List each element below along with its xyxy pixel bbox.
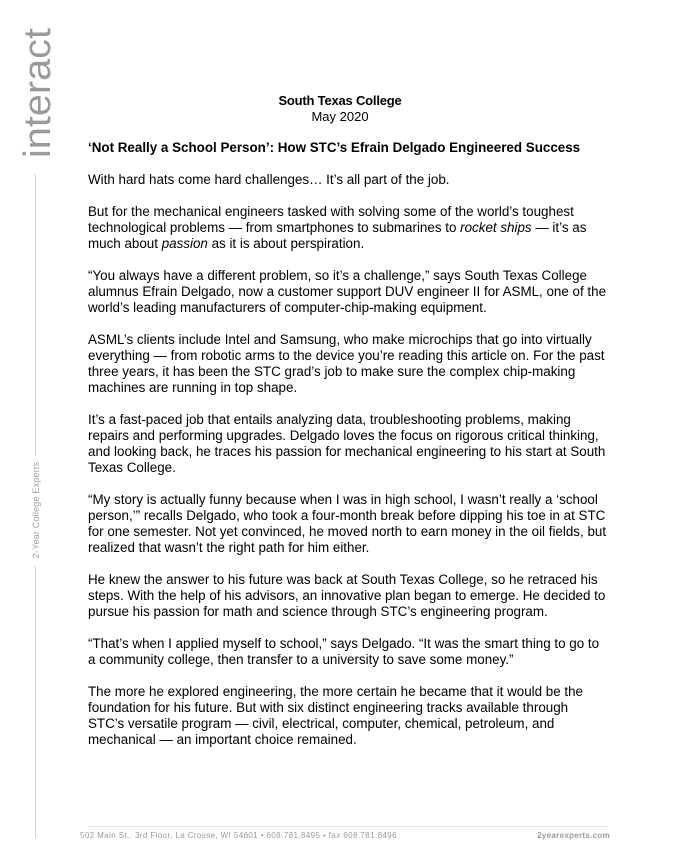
sidebar-tagline: 2-Year College Experts bbox=[31, 461, 41, 559]
article-paragraph-2 bbox=[88, 204, 608, 252]
article-paragraph-4: ASML’s clients include Intel and Samsung, who make microchips that go into virtually everything — from robotic arms to the device you’re reading this article on. For the past three years, it has been the STC grad’s job to make sure the complex chip-making machines are running in top shape. bbox=[88, 332, 605, 395]
article-headline: ‘Not Really a School Person’: How STC’s Efrain Delgado Engineered Success bbox=[88, 140, 581, 155]
article-paragraph-3: “You always have a different problem, so it’s a challenge,” says South Texas College alumnus Efrain Delgado, now a customer support DUV engineer II for ASML, one of the world’s leading manufacturers of computer-chip-making equipment. bbox=[88, 268, 607, 315]
article-paragraph-7: He knew the answer to his future was back at South Texas College, so he retraced his steps. With the help of his advisors, an innovative plan began to emerge. He decided to pursue his passion for math and science through STC’s engineering program. bbox=[88, 572, 606, 619]
emphasis-rocket-ships: rocket ships bbox=[460, 220, 532, 235]
sidebar-divider-bottom bbox=[35, 566, 36, 838]
footer-website: 2yearexperts.com bbox=[537, 831, 610, 840]
paragraph-2-text-c: as it is about perspiration. bbox=[207, 236, 365, 251]
emphasis-passion: passion bbox=[161, 236, 208, 251]
sidebar-divider-top bbox=[35, 174, 36, 456]
article-paragraph-5: It’s a fast-paced job that entails analyzing data, troubleshooting problems, making repairs and performing upgrades. Delgado loves the focus on rigorous critical thinking, and looking back, he traces his passion for mechanical engineering to his start at South Texas College. bbox=[88, 412, 606, 475]
footer-divider bbox=[88, 826, 608, 827]
article-body bbox=[88, 140, 608, 764]
organization-name: South Texas College bbox=[278, 93, 402, 108]
footer-address: 502 Main St., 3rd Floor, La Crosse, WI 54601 • 608.781.8495 • fax 608.781.8496 bbox=[80, 831, 397, 840]
document-header bbox=[88, 93, 592, 125]
article-paragraph-9: The more he explored engineering, the more certain he became that it would be the foundation for his future. But with six distinct engineering tracks available through STC’s versatile program — civil, electrical, computer, chemical, petroleum, and mechanical — an important choice remained. bbox=[88, 684, 584, 747]
document-date: May 2020 bbox=[311, 109, 369, 124]
interact-logo-text: interact bbox=[17, 33, 59, 158]
interact-logo bbox=[4, 28, 68, 160]
article-paragraph-1: With hard hats come hard challenges… It’s all part of the job. bbox=[88, 172, 450, 187]
paragraph-2-text-a: But for the mechanical engineers tasked with solving some of the world’s toughest technological problems — from smartphones to submarines to bbox=[88, 204, 574, 235]
article-paragraph-8: “That’s when I applied myself to school,” says Delgado. “It was the smart thing to go to a community college, then transfer to a university to save some money.” bbox=[88, 636, 600, 667]
paragraph-2-text-b: — it’s as much about bbox=[88, 220, 587, 251]
article-paragraph-6: “My story is actually funny because when I was in high school, I wasn’t really a ‘school person,’” recalls Delgado, who took a four-month break before dipping his toe in at STC for one semester. Not yet convinced, he moved north to earn money in the oil fields, but realized that wasn’t the right path for him either. bbox=[88, 492, 607, 555]
